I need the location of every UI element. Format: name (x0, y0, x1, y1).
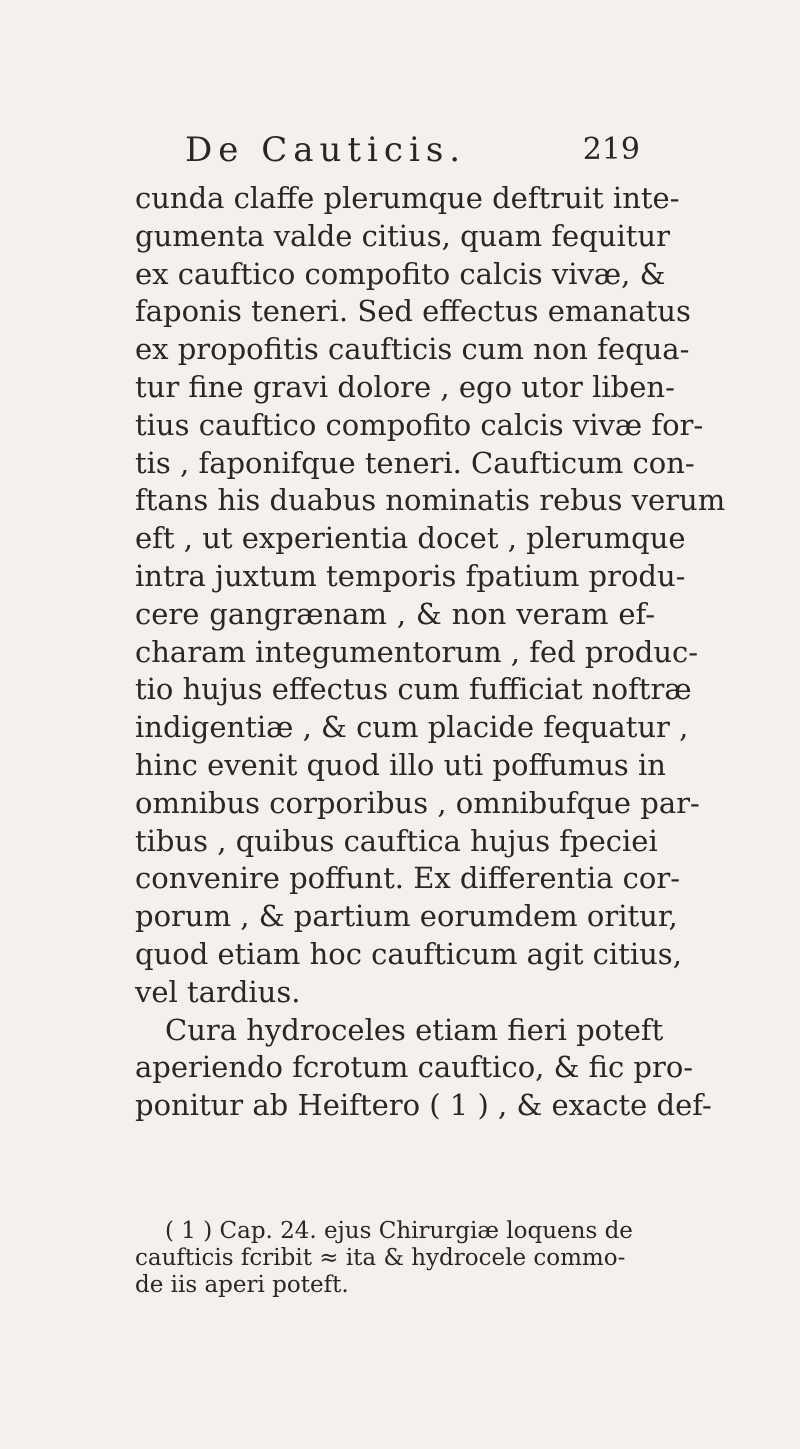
text-line: gumenta valde citius, quam fequitur (135, 218, 670, 253)
text-line: indigentiæ , & cum placide fequatur , (135, 710, 689, 745)
text-line: eft , ut experientia docet , plerumque (135, 521, 686, 556)
text-line: ex cauftico compofito calcis vivæ, & (135, 256, 666, 291)
text-line: convenire poffunt. Ex differentia cor- (135, 861, 681, 896)
text-line: tibus , quibus cauftica hujus fpeciei (135, 823, 658, 858)
text-line: vel tardius. (135, 974, 301, 1009)
text-line: tio hujus effectus cum fufficiat noftræ (135, 672, 692, 707)
text-line: tius cauftico compofito calcis vivæ for- (135, 407, 704, 442)
text-line: aperiendo fcrotum cauftico, & fic pro- (135, 1050, 694, 1085)
text-line: ftans his duabus nominatis rebus verum (135, 483, 726, 518)
text-line: omnibus corporibus , omnibufque par- (135, 785, 700, 820)
text-line: ponitur ab Heiftero ( 1 ) , & exacte def- (135, 1088, 712, 1123)
footnote-line: caufticis fcribit ≈ ita & hydrocele commo- (135, 1245, 626, 1271)
text-line: hinc evenit quod illo uti poffumus in (135, 747, 666, 782)
running-head (185, 128, 640, 172)
text-line: tur fine gravi dolore , ego utor liben- (135, 369, 675, 404)
page-number: 219 (582, 132, 640, 167)
text-line: cere gangrænam , & non veram ef- (135, 596, 655, 631)
footnote-line: de iis aperi poteft. (135, 1272, 349, 1298)
text-line: intra juxtum temporis fpatium produ- (135, 558, 686, 593)
footnote (135, 1218, 655, 1299)
text-line: faponis teneri. Sed effectus emanatus (135, 294, 691, 329)
text-line: porum , & partium eorumdem oritur, (135, 899, 678, 934)
text-line: Cura hydroceles etiam fieri poteft (165, 1012, 664, 1047)
text-line: cunda claffe plerumque deftruit inte- (135, 181, 680, 215)
text-line: ex propofitis caufticis cum non fequa- (135, 332, 690, 367)
footnote-line: ( 1 ) Cap. 24. ejus Chirurgiæ loquens de (165, 1218, 633, 1244)
body-text (135, 180, 726, 1125)
text-line: charam integumentorum , fed produc- (135, 634, 699, 669)
text-line: quod etiam hoc caufticum agit citius, (135, 936, 682, 971)
text-line: tis , faponifque teneri. Caufticum con- (135, 445, 695, 480)
running-head-title: De Cauticis. (185, 130, 467, 170)
